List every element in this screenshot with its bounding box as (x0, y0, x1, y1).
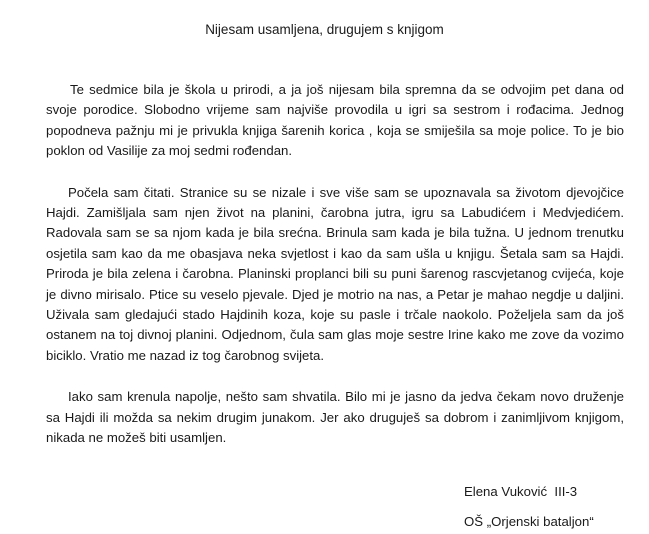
paragraph-1: Te sedmice bila je škola u prirodi, a ja još nijesam bila spremna da se odvojim pet dana od svoje porodice. Slobodno vrijeme sam najviše provodila u igri sa sestrom i rođacima. Jednog popodneva pažnju mi je privukla knjiga šarenih korica , koja se smiješila sa moje police. To je bio poklon od Vasilije za moj sedmi rođendan. (46, 82, 624, 159)
document-title: Nijesam usamljena, drugujem s knjigom (205, 22, 444, 37)
paragraph-2: Počela sam čitati. Stranice su se nizale i sve više sam se upoznavala sa životom djevojčice Hajdi. Zamišljala sam njen život na planini, čarobna jutra, igru sa Labudićem i Medvjedićem. Radovala sam se sa njom kada je bila srećna. Brinula sam kada je bila tužna. U jednom trenutku osjetila sam kao da me obasjava neka svjetlost i kao da sam ušla u knjigu. Šetala sam sa Hajdi. Priroda je bila zelena i čarobna. Planinski proplanci bili su puni šarenog rascvjetanog cvijeća, koje je divno mirisalo. Ptice su veselo pjevale. Djed je motrio na nas, a Petar je mahao negdje u daljini. Uživala sam gledajući stado Hajdinih koza, koje su pasle i trčale naokolo. Poželjela sam da još ostanem na toj divnoj planini. Odjednom, čula sam glas moje sestre Irine kako me zove da vozimo biciklo. Vratio me nazad iz tog čarobnog svijeta. (46, 184, 624, 363)
signature-block (464, 484, 594, 530)
author-name: Elena Vuković III-3 (464, 484, 578, 499)
school-name: OŠ „Orjenski bataljon“ (464, 514, 594, 529)
paragraph-3: Iako sam krenula napolje, nešto sam shvatila. Bilo mi je jasno da jedva čekam novo druženje sa Hajdi ili možda sa nekim drugim junakom. Jer ako druguješ sa dobrom i zanimljivom knjigom, nikada ne možeš biti usamljen. (46, 389, 624, 446)
document-body (46, 80, 624, 470)
